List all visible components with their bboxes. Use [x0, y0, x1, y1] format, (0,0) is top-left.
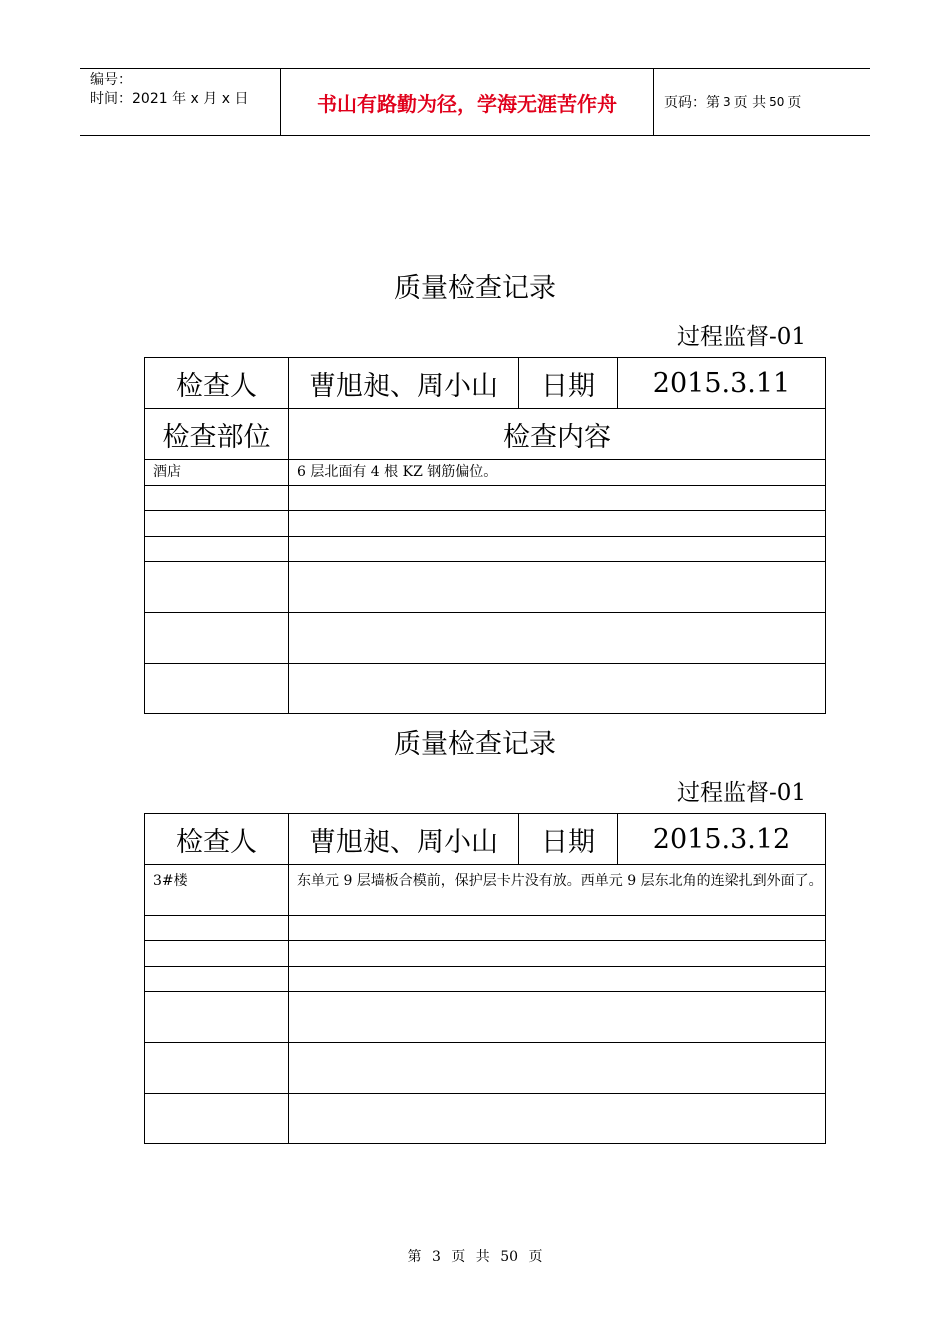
record-1-title: 质量检查记录: [394, 273, 556, 304]
row-content: [289, 916, 826, 941]
row-location: [145, 664, 289, 714]
table-row: [145, 916, 826, 941]
row-content: [289, 486, 826, 511]
date-label: 日期: [519, 814, 618, 865]
record-2-table: [144, 813, 826, 1144]
table-row: [145, 865, 826, 916]
row-content: [289, 1043, 826, 1094]
row-content: [289, 613, 826, 664]
table-row: [145, 967, 826, 992]
header-number-label: 编号：: [90, 72, 132, 88]
table-row: [145, 613, 826, 664]
row-content: [289, 664, 826, 714]
date-value: 2015.3.12: [618, 814, 826, 865]
row-location: 酒店: [145, 460, 289, 486]
location-header: 检查部位: [145, 409, 289, 460]
inspector-value: 曹旭昶、周小山: [289, 358, 519, 409]
content-header: 检查内容: [289, 409, 826, 460]
record-1-code: 过程监督-01: [676, 324, 806, 350]
row-content: [289, 511, 826, 537]
header-page-current: 3: [723, 95, 731, 109]
inspector-label: 检查人: [145, 814, 289, 865]
table-row: [145, 537, 826, 562]
record-2-code: 过程监督-01: [676, 780, 806, 806]
page-footer: 第 3 页 共 50 页: [407, 1249, 543, 1265]
table-row: [145, 486, 826, 511]
table-row: [145, 1094, 826, 1144]
page-header: [80, 68, 870, 136]
header-page-prefix: 页码：第: [664, 95, 720, 111]
table-row: [145, 460, 826, 486]
table-row: [145, 1043, 826, 1094]
row-content: [289, 1094, 826, 1144]
row-content: [289, 967, 826, 992]
table-row: [145, 562, 826, 613]
row-location: [145, 967, 289, 992]
header-motto: 书山有路勤为径，学海无涯苦作舟: [281, 69, 654, 135]
header-time-label: 时间：2021 年 x 月 x 日: [90, 91, 249, 107]
record-2-title: 质量检查记录: [394, 729, 556, 760]
header-page-mid: 页 共: [733, 95, 767, 111]
row-location: [145, 1043, 289, 1094]
row-content: [289, 992, 826, 1043]
table-row: [145, 664, 826, 714]
inspector-value: 曹旭昶、周小山: [289, 814, 519, 865]
row-location: [145, 916, 289, 941]
row-location: [145, 1094, 289, 1144]
header-meta: [80, 69, 281, 135]
row-location: [145, 511, 289, 537]
row-location: [145, 992, 289, 1043]
table-row: [145, 409, 826, 460]
record-1-table: [144, 357, 826, 714]
row-location: [145, 486, 289, 511]
row-content: [289, 562, 826, 613]
table-row: [145, 992, 826, 1043]
row-content: [289, 941, 826, 967]
row-location: [145, 941, 289, 967]
row-content: 东单元 9 层墙板合模前，保护层卡片没有放。西单元 9 层东北角的连梁扎到外面了。: [289, 865, 826, 916]
table-row: [145, 941, 826, 967]
header-page-suffix: 页: [787, 95, 802, 111]
header-page-total: 50: [769, 95, 785, 109]
table-row: [145, 358, 826, 409]
row-content: 6 层北面有 4 根 KZ 钢筋偏位。: [289, 460, 826, 486]
row-location: 3#楼: [145, 865, 289, 916]
row-content: [289, 537, 826, 562]
row-location: [145, 562, 289, 613]
table-row: [145, 511, 826, 537]
inspector-label: 检查人: [145, 358, 289, 409]
row-location: [145, 537, 289, 562]
date-label: 日期: [519, 358, 618, 409]
header-page-info: [654, 69, 870, 135]
date-value: 2015.3.11: [618, 358, 826, 409]
row-location: [145, 613, 289, 664]
table-row: [145, 814, 826, 865]
